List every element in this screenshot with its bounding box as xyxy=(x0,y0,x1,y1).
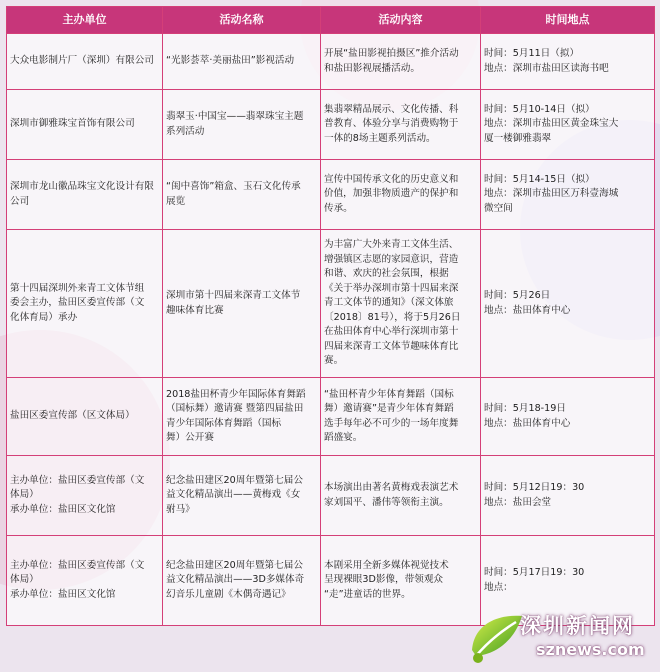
cell-organizer xyxy=(7,160,163,230)
cell-text-line: 蹈盛宴。 xyxy=(324,432,363,443)
cell-text-line: 青工文体节的通知》（深文体旅 xyxy=(324,297,454,309)
cell-text-line: 主办单位：盐田区委宣传部（文 xyxy=(10,474,145,486)
cell-event-content xyxy=(321,230,481,378)
cell-text-line: 趣味体育比赛 xyxy=(166,304,224,316)
cell-text-line: 家刘国平、潘伟等领衔主演。 xyxy=(324,496,449,508)
header-time-place: 时间地点 xyxy=(481,7,655,34)
cell-text-line: 四届来深青工文体节趣味体育比 xyxy=(324,340,459,352)
table-row xyxy=(7,230,655,378)
cell-text-line: 本场演出由著名黄梅戏表演艺术 xyxy=(324,482,459,493)
cell-text-line: 时间：5月17日19：30 xyxy=(484,567,585,578)
table-row xyxy=(7,378,655,456)
cell-text-line: 深圳市龙山徽品珠宝文化设计有限 xyxy=(10,181,154,192)
cell-event-name xyxy=(163,34,321,90)
cell-organizer xyxy=(7,90,163,160)
sznews-watermark xyxy=(464,606,654,668)
cell-text-line: 增强镇区志愿的家园意识，营造 xyxy=(324,253,459,265)
cell-text-line: 时间：5月14-15日（拟） xyxy=(484,173,595,185)
cell-text-line: 集翡翠精品展示、文化传播、科 xyxy=(324,103,459,115)
cell-text-line: “盐田杯青少年体育舞蹈（国标 xyxy=(324,388,454,400)
cell-text-line: 幻音乐儿童剧《木偶奇遇记》 xyxy=(166,588,291,600)
cell-text-line: 委会主办，盐田区委宣传部（文 xyxy=(10,297,145,309)
cell-text-line: 承办单位：盐田区文化馆 xyxy=(10,588,116,600)
cell-text-line: 时间：5月10-14日（拟） xyxy=(484,103,595,115)
cell-time-place xyxy=(481,456,655,536)
cell-text-line: 时间：5月26日 xyxy=(484,290,551,301)
cell-text-line: 和盐田影视展播活动。 xyxy=(324,62,420,74)
cell-text-line: 在盐田体育中心举行深圳市第十 xyxy=(324,326,459,338)
cell-text-line: 盐田区委宣传部（区文体局） xyxy=(10,410,135,422)
cell-text-line: 呈现裸眼3D影像，带领观众 xyxy=(324,574,444,586)
cell-text-line: 赛。 xyxy=(324,355,344,367)
cell-time-place xyxy=(481,378,655,456)
cell-text-line: 和谐、欢庆的社会氛围，根据 xyxy=(324,268,449,280)
cell-text-line: 展览 xyxy=(166,195,186,207)
cell-organizer xyxy=(7,34,163,90)
cell-event-name xyxy=(163,456,321,536)
cell-text-line: 青少年国际体育舞蹈（国标 xyxy=(166,417,282,429)
cell-organizer xyxy=(7,536,163,626)
cell-text-line: 〔2018〕81号），将于5月26日 xyxy=(324,311,461,323)
table-row xyxy=(7,456,655,536)
cell-text-line: 舞）公开赛 xyxy=(166,432,214,443)
table-row xyxy=(7,34,655,90)
cell-time-place xyxy=(481,34,655,90)
cell-event-name xyxy=(163,536,321,626)
cell-text-line: 深圳市御雅珠宝首饰有限公司 xyxy=(10,118,135,130)
cell-organizer xyxy=(7,456,163,536)
cell-text-line: （国标舞）邀请赛 暨第四届盐田 xyxy=(166,403,304,414)
table-row xyxy=(7,90,655,160)
cell-text-line: 2018盐田杯青少年国际体育舞蹈 xyxy=(166,388,306,400)
cell-text-line: 翡翠玉·中国宝——翡翠珠宝主题 xyxy=(166,111,304,122)
cell-text-line: 益文化精品演出——3D多媒体奇 xyxy=(166,574,305,586)
cell-text-line: 益文化精品演出——黄梅戏《女 xyxy=(166,489,301,501)
cell-text-line: 选手每年必不可少的一场年度舞 xyxy=(324,417,459,429)
cell-text-line: 地点：深圳市盐田区读海书吧 xyxy=(484,62,609,74)
cell-organizer xyxy=(7,378,163,456)
cell-text-line: 体局） xyxy=(10,489,39,501)
cell-text-line: 深圳市第十四届来深青工文体节 xyxy=(166,290,301,301)
cell-text-line: 地点：盐田体育中心 xyxy=(484,304,571,316)
cell-event-name xyxy=(163,90,321,160)
cell-text-line: 承办单位：盐田区文化馆 xyxy=(10,503,116,515)
cell-text-line: 价值，加强非物质遗产的保护和 xyxy=(324,188,459,200)
cell-text-line: 时间：5月11日（拟） xyxy=(484,48,580,59)
cell-event-content xyxy=(321,34,481,90)
cell-event-name xyxy=(163,160,321,230)
cell-time-place xyxy=(481,160,655,230)
cell-text-line: 主办单位：盐田区委宣传部（文 xyxy=(10,559,145,571)
cell-event-content xyxy=(321,160,481,230)
cell-text-line: 体局） xyxy=(10,574,39,586)
cell-text-line: 厦一楼御雅翡翠 xyxy=(484,132,552,144)
watermark-site-name: 深圳新闻网 xyxy=(520,614,635,638)
cell-text-line: 化体育局）承办 xyxy=(10,311,78,323)
cell-text-line: 第十四届深圳外来青工文体节组 xyxy=(10,282,145,294)
cell-text-line: 普教育、体验分享与消费购物于 xyxy=(324,118,459,130)
leaf-logo-icon xyxy=(464,606,526,668)
cell-text-line: 传承。 xyxy=(324,202,353,214)
watermark-domain: sznews.com xyxy=(536,640,645,659)
events-table xyxy=(6,6,655,626)
cell-time-place xyxy=(481,230,655,378)
cell-text-line: 时间：5月12日19：30 xyxy=(484,482,585,493)
header-event-content: 活动内容 xyxy=(321,7,481,34)
header-event-name: 活动名称 xyxy=(163,7,321,34)
cell-text-line: “闺中喜饰”箱盒、玉石文化传承 xyxy=(166,181,301,192)
cell-text-line: 宣传中国传承文化的历史意义和 xyxy=(324,173,459,185)
cell-text-line: 微空间 xyxy=(484,202,513,214)
cell-event-content xyxy=(321,456,481,536)
table-row xyxy=(7,160,655,230)
cell-event-content xyxy=(321,378,481,456)
cell-text-line: 开展“盐田影视拍摄区”推介活动 xyxy=(324,48,459,59)
cell-text-line: 地点： xyxy=(484,581,513,593)
cell-event-name xyxy=(163,230,321,378)
cell-text-line: 驸马》 xyxy=(166,503,195,515)
cell-event-content xyxy=(321,90,481,160)
cell-text-line: 舞）邀请赛”是青少年体育舞蹈 xyxy=(324,403,454,414)
cell-text-line: 系列活动 xyxy=(166,125,205,137)
cell-text-line: 地点：盐田体育中心 xyxy=(484,417,571,429)
cell-text-line: 地点：盐田会堂 xyxy=(484,496,552,508)
cell-text-line: 纪念盐田建区20周年暨第七届公 xyxy=(166,474,303,486)
cell-text-line: “走”进童话的世界。 xyxy=(324,588,411,600)
cell-event-content xyxy=(321,536,481,626)
cell-text-line: 本剧采用全新多媒体视觉技术 xyxy=(324,559,449,571)
cell-organizer xyxy=(7,230,163,378)
header-organizer: 主办单位 xyxy=(7,7,163,34)
cell-text-line: 公司 xyxy=(10,195,30,207)
cell-text-line: “光影荟萃·美丽盐田”影视活动 xyxy=(166,55,295,67)
cell-text-line: 纪念盐田建区20周年暨第七届公 xyxy=(166,559,303,571)
cell-text-line: 地点：深圳市盐田区万科壹海城 xyxy=(484,188,619,200)
cell-text-line: 《关于举办深圳市第十四届来深 xyxy=(324,282,459,294)
cell-text-line: 时间：5月18-19日 xyxy=(484,403,566,414)
table-header-row xyxy=(7,7,655,34)
cell-time-place xyxy=(481,90,655,160)
cell-text-line: 为丰富广大外来青工文体生活、 xyxy=(324,239,459,251)
cell-event-name xyxy=(163,378,321,456)
cell-text-line: 地点：深圳市盐田区黄金珠宝大 xyxy=(484,118,619,130)
cell-text-line: 大众电影制片厂（深圳）有限公司 xyxy=(10,55,154,67)
cell-text-line: 一体的8场主题系列活动。 xyxy=(324,132,436,144)
